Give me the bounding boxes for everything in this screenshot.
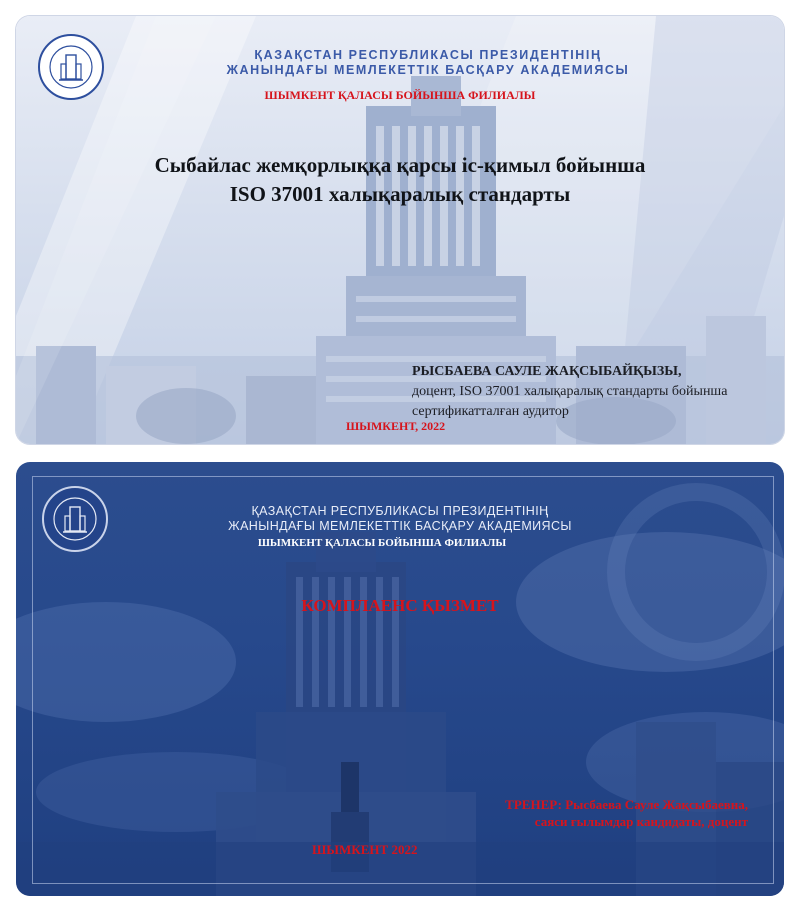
presentation-title-line-1: Сыбайлас жемқорлыққа қарсы іс-қимыл бойынша — [154, 153, 646, 177]
city-year: ШЫМКЕНТ 2022 — [312, 842, 418, 857]
city-year: ШЫМКЕНТ, 2022 — [346, 419, 446, 433]
academy-name-line-1: ҚАЗАҚСТАН РЕСПУБЛИКАСЫ ПРЕЗИДЕНТІНІҢ — [251, 504, 549, 518]
branch-name: ШЫМКЕНТ ҚАЛАСЫ БОЙЫНША ФИЛИАЛЫ — [264, 88, 536, 102]
trainer-line-2: саяси ғылымдар кандидаты, доцент — [534, 814, 748, 829]
presentation-title: КОМПЛАЕНС ҚЫЗМЕТ — [301, 596, 499, 615]
author-block — [412, 362, 727, 422]
branch-name: ШЫМКЕНТ ҚАЛАСЫ БОЙЫНША ФИЛИАЛЫ — [257, 537, 507, 549]
academy-name-line-2: ЖАНЫНДАҒЫ МЕМЛЕКЕТТІК БАСҚАРУ АКАДЕМИЯСЫ — [226, 63, 630, 77]
trainer-line-1: ТРЕНЕР: Рысбаева Сауле Жақсыбаевна, — [505, 797, 748, 812]
author-role-line-2: сертификатталған аудитор — [412, 404, 569, 419]
academy-name-line-1: ҚАЗАҚСТАН РЕСПУБЛИКАСЫ ПРЕЗИДЕНТІНІҢ — [254, 48, 602, 62]
title-slide-2 — [16, 462, 784, 896]
author-name: РЫСБАЕВА САУЛЕ ЖАҚСЫБАЙҚЫЗЫ, — [412, 364, 682, 379]
title-slide-1 — [16, 16, 784, 444]
academy-name-line-2: ЖАНЫНДАҒЫ МЕМЛЕКЕТТІК БАСҚАРУ АКАДЕМИЯСЫ — [228, 519, 572, 533]
presentation-title-line-2: ISO 37001 халықаралық стандарты — [229, 182, 571, 206]
author-role-line-1: доцент, ISO 37001 халықаралық стандарты бойынша — [412, 384, 728, 399]
trainer-block — [505, 796, 748, 830]
